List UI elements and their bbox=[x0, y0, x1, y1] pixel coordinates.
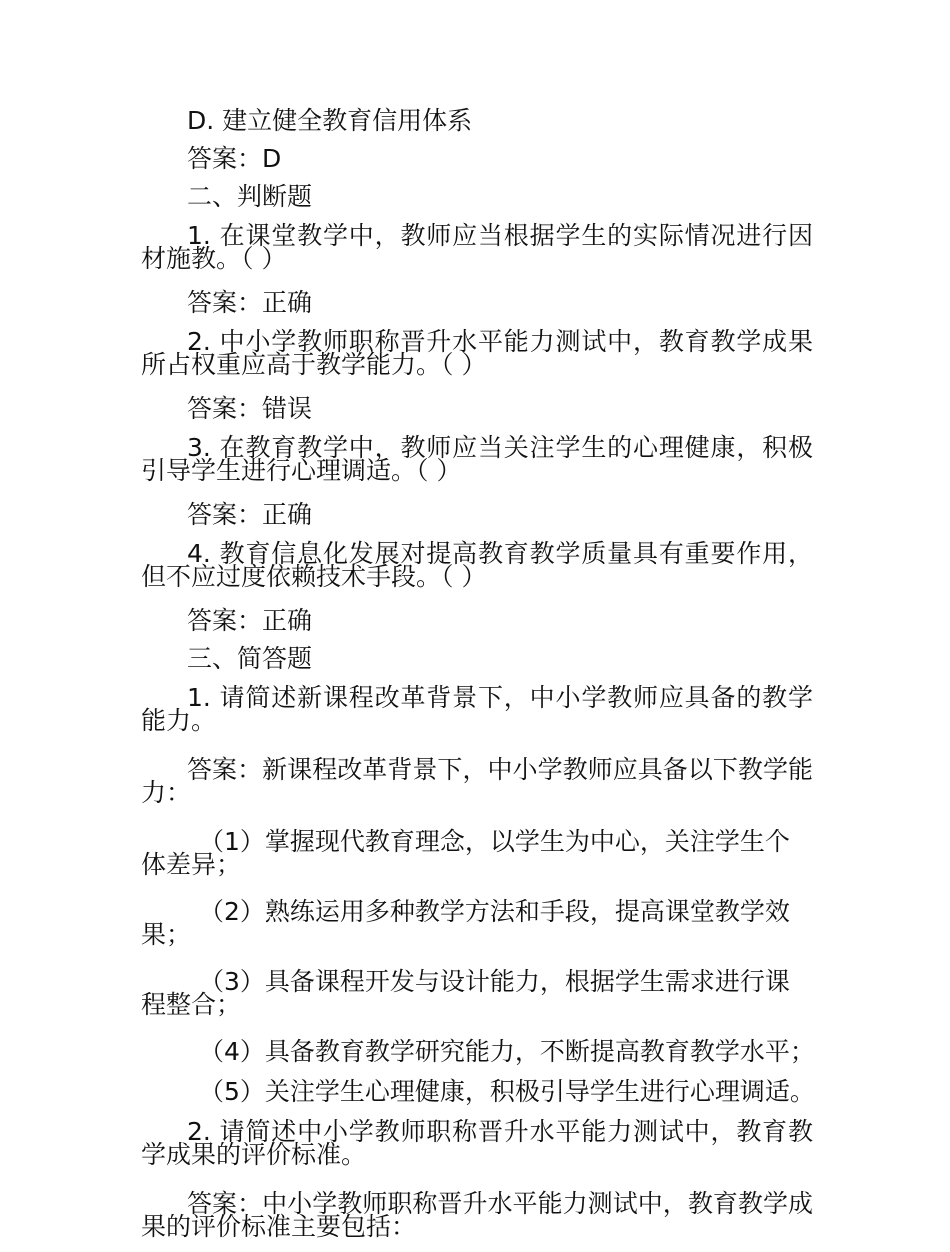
answer-line: 答案：正确 bbox=[187, 288, 313, 317]
section-heading-true-false: 二、判断题 bbox=[187, 182, 313, 211]
answer-sa-2-intro: 答案：中小学教师职称晋升水平能力测试中，教育教学成果的评价标准主要包括： bbox=[141, 1189, 813, 1241]
answer-item-4: （4）具备教育教学研究能力，不断提高教育教学水平； bbox=[199, 1037, 815, 1066]
question-tf-3: 3. 在教育教学中，教师应当关注学生的心理健康，积极引导学生进行心理调适。（ ） bbox=[141, 433, 813, 485]
document-body bbox=[141, 102, 813, 1252]
answer-item-2: （2）熟练运用多种教学方法和手段，提高课堂教学效果； bbox=[141, 897, 790, 949]
option-d: D. 建立健全教育信用体系 bbox=[187, 106, 473, 135]
answer-line: 答案：正确 bbox=[187, 500, 313, 529]
answer-item-3: （3）具备课程开发与设计能力，根据学生需求进行课程整合； bbox=[141, 967, 790, 1019]
answer-line: 答案：错误 bbox=[187, 394, 313, 423]
answer-item-1: （1）掌握现代教育理念，以学生为中心，关注学生个体差异； bbox=[141, 827, 790, 879]
answer-line: 答案：正确 bbox=[187, 606, 313, 635]
answer-sa-1-intro: 答案：新课程改革背景下，中小学教师应具备以下教学能力： bbox=[141, 755, 813, 807]
answer-line: 答案：D bbox=[187, 144, 282, 173]
question-tf-4: 4. 教育信息化发展对提高教育教学质量具有重要作用，但不应过度依赖技术手段。（ ） bbox=[141, 539, 813, 591]
section-heading-short-answer: 三、简答题 bbox=[187, 644, 313, 673]
question-sa-2: 2. 请简述中小学教师职称晋升水平能力测试中，教育教学成果的评价标准。 bbox=[141, 1117, 813, 1169]
question-tf-2: 2. 中小学教师职称晋升水平能力测试中，教育教学成果所占权重应高于教学能力。（ ） bbox=[141, 327, 813, 379]
question-sa-1: 1. 请简述新课程改革背景下，中小学教师应具备的教学能力。 bbox=[141, 683, 813, 735]
answer-item-5: （5）关注学生心理健康，积极引导学生进行心理调适。 bbox=[199, 1077, 815, 1106]
question-tf-1: 1. 在课堂教学中，教师应当根据学生的实际情况进行因材施教。（ ） bbox=[141, 221, 813, 273]
